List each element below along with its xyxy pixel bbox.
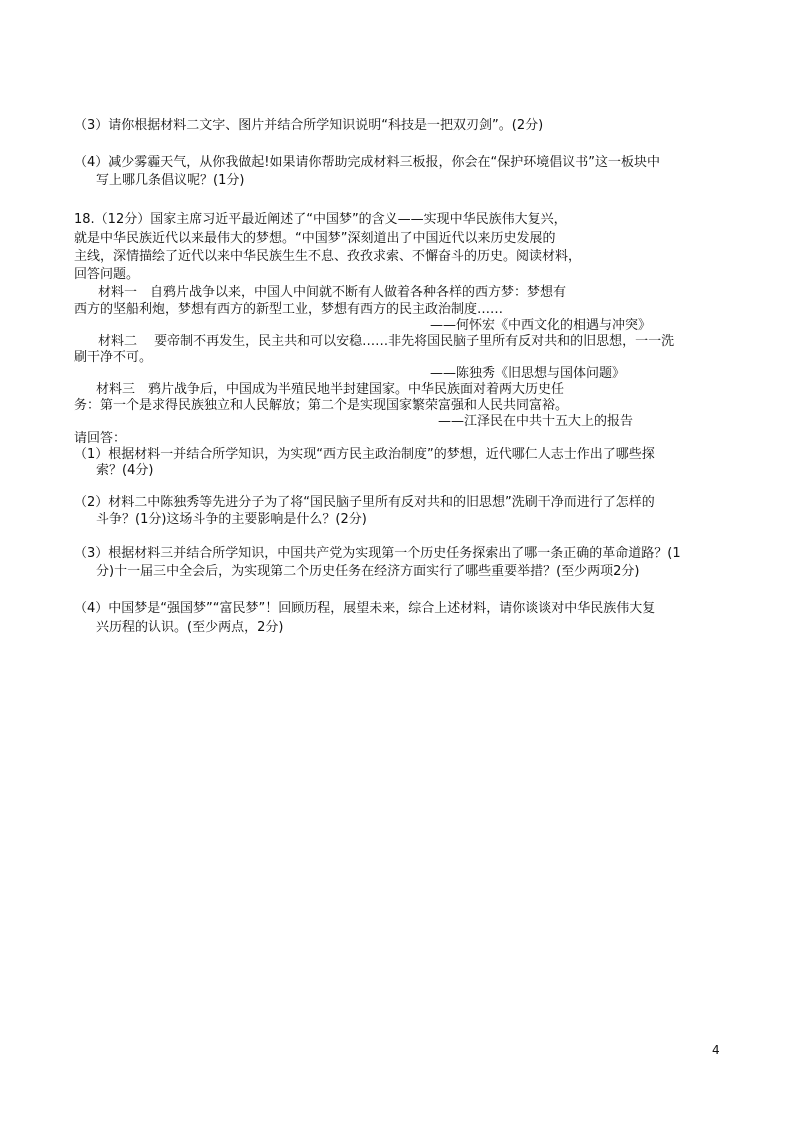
page-number: 4 [712,1043,720,1057]
sub-question-4-line-2: 兴历程的认识。(至少两点，2分) [96,620,284,635]
material-3-source: ——江泽民在中共十五大上的报告 [438,414,634,429]
sub-question-2-line-1: （2）材料二中陈独秀等先进分子为了将“国民脑子里所有反对共和的旧思想”洗刷干净而进行了怎样的 [74,495,655,510]
sub-question-1-line-1: （1）根据材料一并结合所学知识，为实现“西方民主政治制度”的梦想，近代哪仁人志士作出了哪些探 [74,447,655,462]
prev-question-3: （3）请你根据材料二文字、图片并结合所学知识说明“科技是一把双刃剑”。(2分) [74,118,544,133]
sub-question-4-line-1: （4）中国梦是“强国梦”“富民梦”！回顾历程，展望未来，综合上述材料，请你谈谈对中华民族伟大复 [74,601,656,616]
sub-question-3-line-1: （3）根据材料三并结合所学知识，中国共产党为实现第一个历史任务探索出了哪一条正确的革命道路？(1 [74,546,681,561]
sub-question-2-line-2: 斗争？(1分)这场斗争的主要影响是什么？(2分) [96,512,367,527]
material-1-line-2: 西方的坚船利炮，梦想有西方的新型工业，梦想有西方的民主政治制度…… [74,302,504,317]
material-2-source: ——陈独秀《旧思想与国体问题》 [430,366,626,381]
prev-question-4-line-2: 写上哪几条倡议呢？(1分) [96,173,245,188]
q18-intro-line-3: 主线，深情描绘了近代以来中华民族生生不息、孜孜求索、不懈奋斗的历史。阅读材料， [74,249,582,264]
material-2-line-2: 刷干净不可。 [74,350,153,365]
q18-intro-line-2: 就是中华民族近代以来最伟大的梦想。“中国梦”深刻道出了中国近代以来历史发展的 [74,231,556,246]
material-3-line-2: 务：第一个是求得民族独立和人民解放；第二个是实现国家繁荣富强和人民共同富裕。 [74,398,569,413]
q18-intro-line-1: 18.（12分）国家主席习近平最近阐述了“中国梦”的含义——实现中华民族伟大复兴， [74,212,567,227]
prev-question-4-line-1: （4）减少雾霾天气，从你我做起!如果请你帮助完成材料三板报，你会在“保护环境倡议书”这一板块中 [74,155,660,170]
material-1-line-1: 材料一 自鸦片战争以来，中国人中间就不断有人做着各种各样的西方梦：梦想有 [98,285,567,300]
material-3-line-1: 材料三 鸦片战争后，中国成为半殖民地半封建国家。中华民族面对着两大历史任 [96,382,565,397]
answer-prompt: 请回答： [74,431,127,446]
sub-question-1-line-2: 索？(4分) [96,463,154,478]
sub-question-3-line-2: 分)十一届三中全会后，为实现第二个历史任务在经济方面实行了哪些重要举措？(至少两项2分) [96,564,640,579]
material-1-source: ——何怀宏《中西文化的相遇与冲突》 [430,318,652,333]
q18-intro-line-4: 回答问题。 [74,267,140,282]
material-2-line-1: 材料二 要帝制不再发生，民主共和可以安稳……非先将国民脑子里所有反对共和的旧思想，一一洗 [98,334,675,349]
